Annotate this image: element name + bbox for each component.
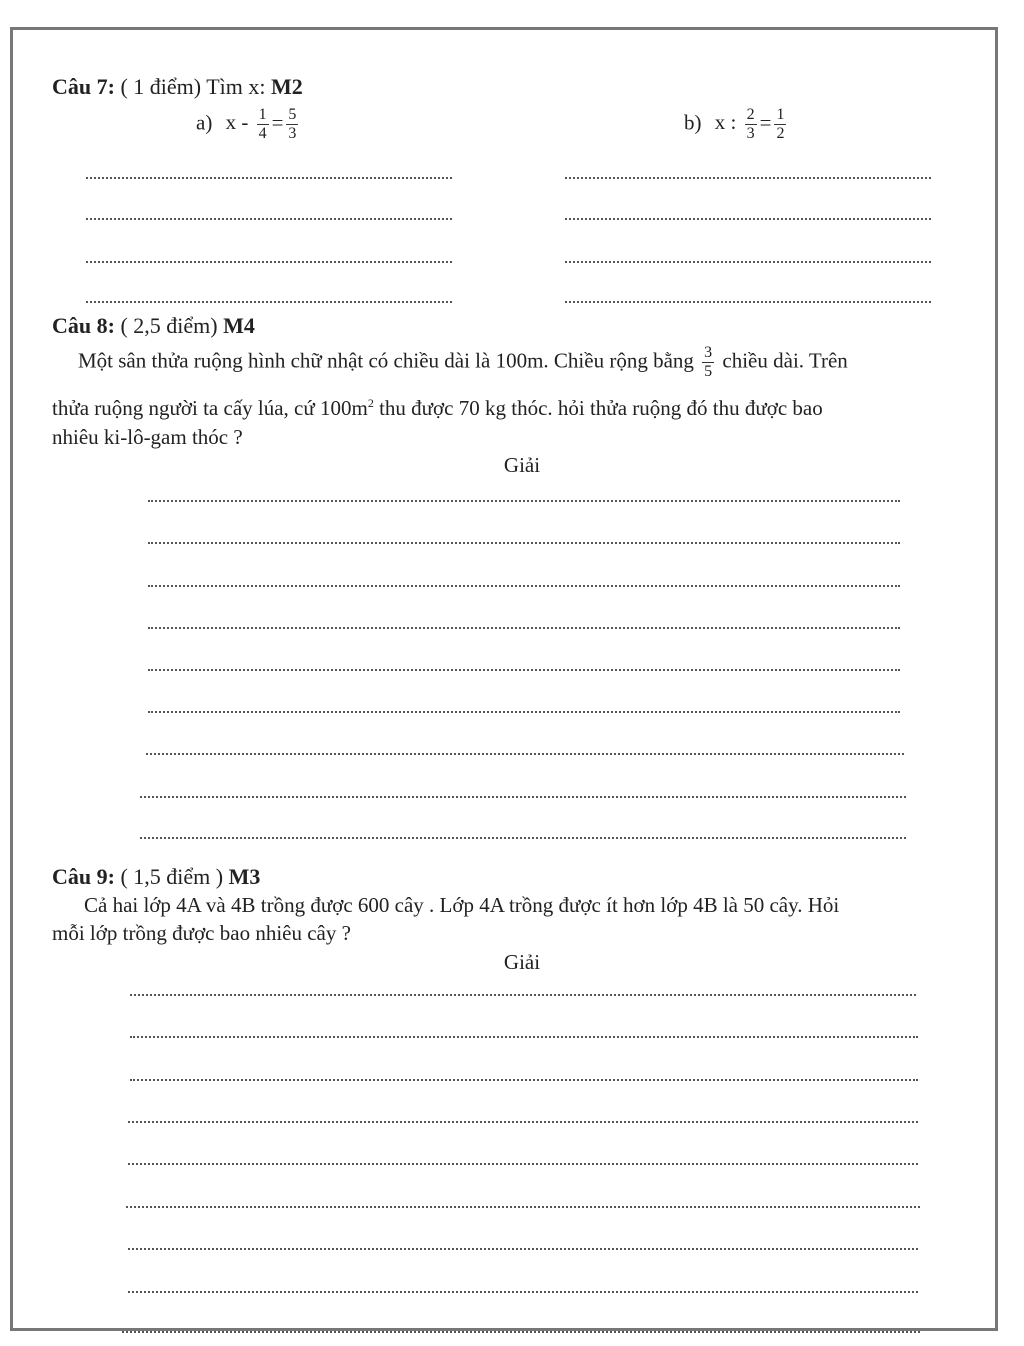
q8-problem-line-2 — [52, 396, 823, 421]
q7b-equation — [684, 106, 789, 143]
q8-level: M4 — [223, 313, 255, 338]
q8-solution-line[interactable] — [148, 500, 900, 502]
q8-solution-line[interactable] — [140, 796, 906, 798]
q8-text-2a: thửa ruộng người ta cấy lúa, cứ 100m — [52, 396, 368, 420]
q7b-answer-line[interactable] — [565, 261, 931, 263]
q7b-answer-line[interactable] — [565, 218, 931, 220]
q7a-fraction-2: $\frac{5}{3}$ — [288, 106, 297, 142]
q7b-prefix: b) — [684, 110, 702, 135]
q7b-lhs: x : — [714, 110, 737, 135]
q7a-answer-line[interactable] — [86, 218, 452, 220]
q9-solution-line[interactable] — [130, 1036, 918, 1038]
q9-title — [52, 864, 260, 890]
page-border — [10, 27, 998, 1331]
q8-problem-line-1 — [78, 344, 848, 381]
q7b-answer-line[interactable] — [565, 177, 931, 179]
q8-text-2b: thu được 70 kg thóc. hỏi thửa ruộng đó thu được bao — [373, 396, 823, 420]
q7a-answer-line[interactable] — [86, 177, 452, 179]
q7a-answer-line[interactable] — [86, 301, 452, 303]
q9-points: ( 1,5 điểm ) — [114, 864, 229, 889]
q7a-equation — [196, 106, 301, 143]
q8-title — [52, 313, 255, 339]
q7-title — [52, 74, 303, 100]
q7b-equals: = — [759, 110, 772, 135]
q9-solution-line[interactable] — [122, 1331, 920, 1333]
q9-problem-line-2: mỗi lớp trồng được bao nhiêu cây ? — [52, 921, 351, 945]
q9-solution-line[interactable] — [128, 1291, 918, 1293]
q8-solution-line[interactable] — [140, 837, 906, 839]
q8-label: Câu 8: — [52, 313, 115, 338]
q9-label: Câu 9: — [52, 864, 115, 889]
q7a-lhs: x - — [225, 110, 249, 135]
q9-level: M3 — [228, 864, 261, 889]
q9-solution-line[interactable] — [130, 994, 916, 996]
q7a-answer-line[interactable] — [86, 261, 452, 263]
q7-level: M2 — [270, 74, 303, 99]
q9-problem-line-1: Cả hai lớp 4A và 4B trồng được 600 cây . Lớp 4A trồng được ít hơn lớp 4B là 50 cây. Hỏi — [84, 893, 840, 917]
q7a-fraction-1: $\frac{1}{4}$ — [258, 106, 267, 142]
q9-solution-line[interactable] — [128, 1248, 918, 1250]
q8-superscript: 2 — [367, 396, 374, 410]
q8-solution-line[interactable] — [148, 627, 900, 629]
q9-solution-line[interactable] — [128, 1163, 918, 1165]
q8-fraction: $\frac{3}{5}$ — [704, 344, 713, 380]
q9-solution-line[interactable] — [128, 1121, 918, 1123]
q7-label: Câu 7: — [52, 74, 115, 99]
q8-solution-line[interactable] — [148, 585, 900, 587]
q8-points: ( 2,5 điểm) — [114, 313, 224, 338]
q8-solution-line[interactable] — [148, 542, 900, 544]
q7b-answer-line[interactable] — [565, 301, 931, 303]
q9-solution-line[interactable] — [130, 1079, 918, 1081]
q7-points: ( 1 điểm) Tìm x: — [114, 74, 271, 99]
q9-solution-line[interactable] — [126, 1206, 920, 1208]
q8-solution-line[interactable] — [146, 753, 904, 755]
q8-text-1a: Một sân thửa ruộng hình chữ nhật có chiều dài là 100m. Chiều rộng bằng — [78, 348, 694, 373]
q8-problem-line-3: nhiêu ki-lô-gam thóc ? — [52, 425, 243, 449]
q8-text-1b: chiều dài. Trên — [722, 348, 848, 373]
q9-solution-label: Giải — [503, 950, 541, 974]
q7a-equals: = — [271, 110, 284, 135]
q7a-prefix: a) — [196, 110, 213, 135]
q8-solution-line[interactable] — [148, 711, 900, 713]
q7b-fraction-2: $\frac{1}{2}$ — [776, 106, 785, 142]
q8-solution-line[interactable] — [148, 669, 900, 671]
q8-solution-label: Giải — [503, 453, 541, 477]
q7b-fraction-1: $\frac{2}{3}$ — [746, 106, 755, 142]
